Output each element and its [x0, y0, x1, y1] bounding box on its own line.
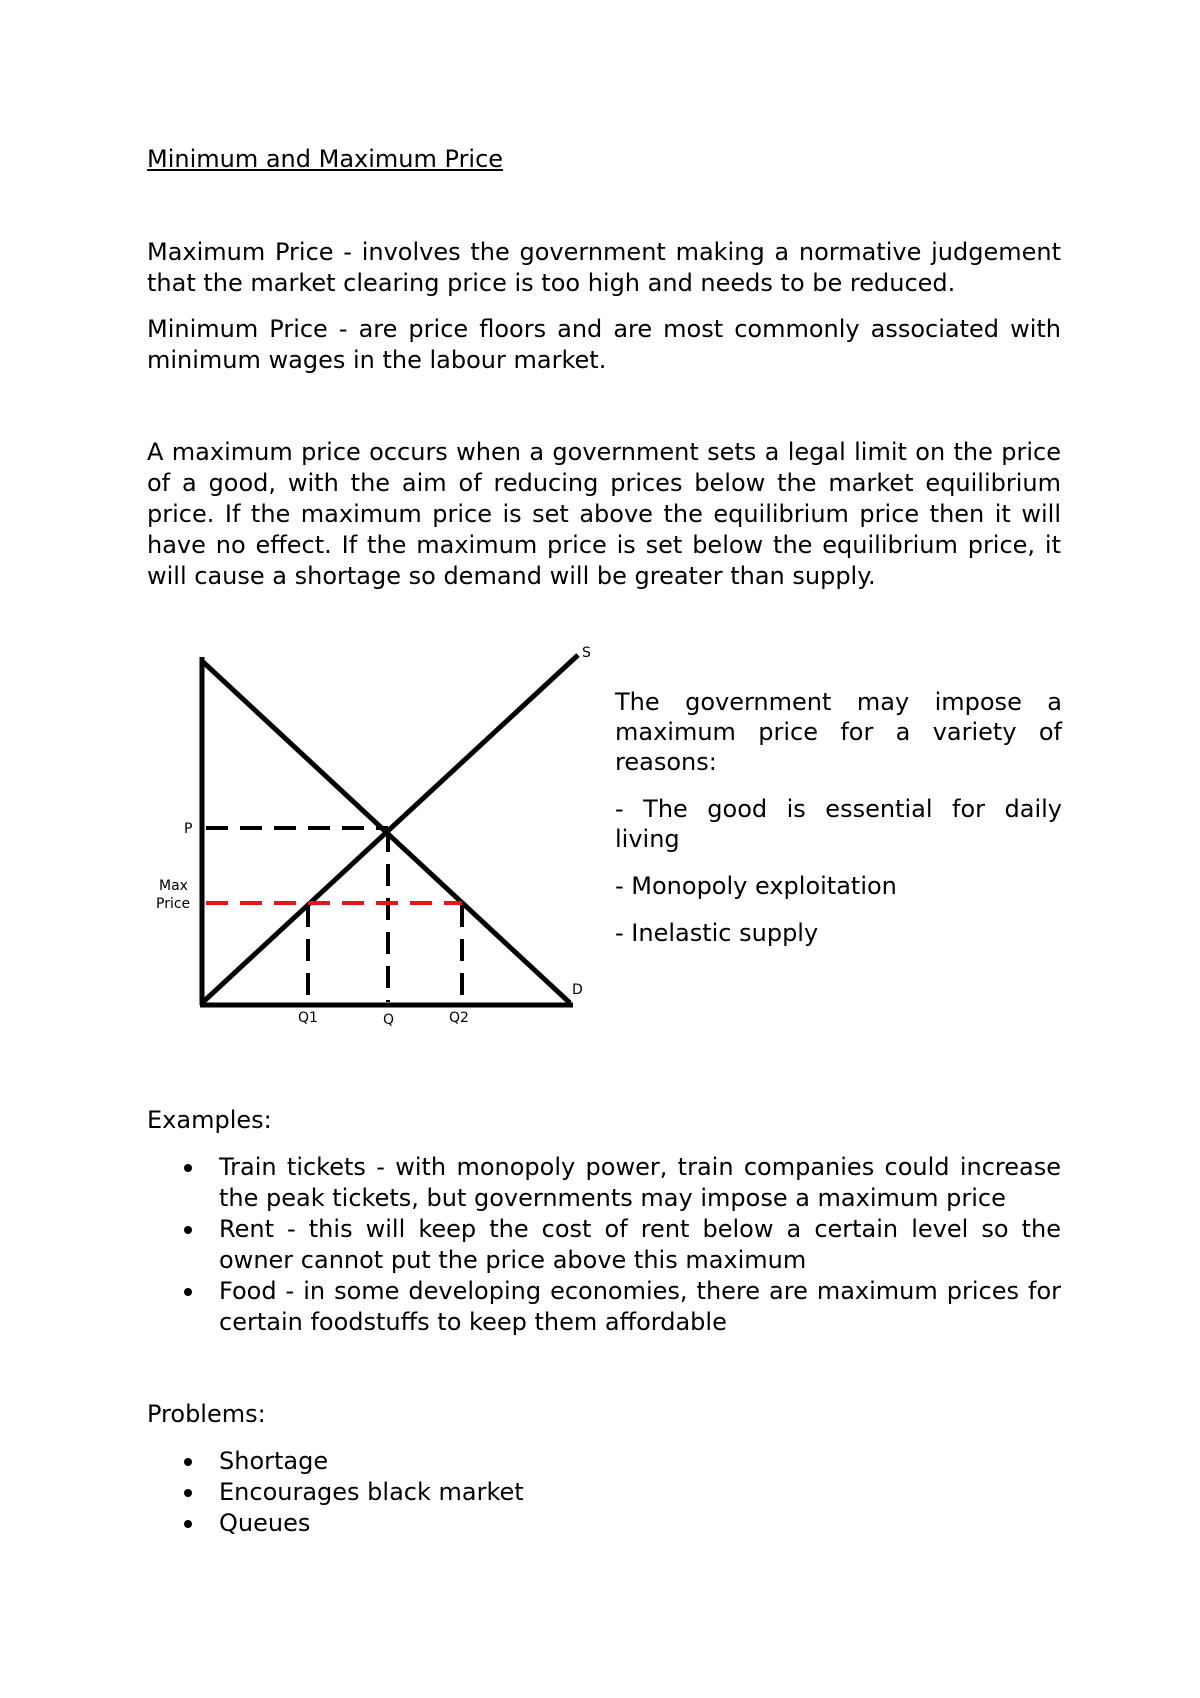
problems-heading: Problems:	[147, 1400, 266, 1428]
list-item-text: Encourages black market	[219, 1478, 524, 1506]
list-item	[147, 1276, 1061, 1338]
list-item	[147, 1214, 1061, 1276]
reasons-panel	[615, 687, 1062, 965]
examples-heading: Examples:	[147, 1106, 272, 1134]
reason-item: - The good is essential for daily living	[615, 795, 1062, 853]
list-item-text: Shortage	[219, 1447, 329, 1475]
paragraph-minimum-price: Minimum Price - are price floors and are most commonly associated with minimum wages in the labour market.	[147, 315, 1061, 374]
demand-label: D	[572, 982, 583, 998]
bullet-icon	[184, 1226, 192, 1234]
examples-list	[147, 1152, 1061, 1338]
q1-label: Q1	[298, 1010, 318, 1026]
max-price-label-line2: Price	[156, 896, 191, 912]
q-label: Q	[383, 1012, 395, 1028]
list-item	[147, 1446, 1061, 1477]
max-price-label-line1: Max	[159, 878, 188, 894]
document-title: Minimum and Maximum Price	[147, 145, 504, 173]
reason-item: - Monopoly exploitation	[615, 872, 897, 900]
diagram-canvas	[140, 630, 620, 1040]
reasons-list	[615, 794, 1062, 948]
bullet-icon	[184, 1164, 192, 1172]
bullet-icon	[184, 1489, 192, 1497]
list-item	[147, 1508, 1061, 1539]
list-item	[147, 1477, 1061, 1508]
list-item-text: Rent - this will keep the cost of rent below a certain level so the owner cannot put the price above this maximum	[219, 1215, 1061, 1274]
bullet-icon	[184, 1520, 192, 1528]
list-item-text: Food - in some developing economies, there are maximum prices for certain foodstuffs to keep them affordable	[219, 1277, 1061, 1336]
reason-item: - Inelastic supply	[615, 919, 819, 947]
problems-list	[147, 1446, 1061, 1539]
list-item	[147, 1152, 1061, 1214]
reasons-intro: The government may impose a maximum price for a variety of reasons:	[615, 688, 1062, 776]
list-item-text: Queues	[219, 1509, 311, 1537]
bullet-icon	[184, 1288, 192, 1296]
paragraph-explanation: A maximum price occurs when a government sets a legal limit on the price of a good, with the aim of reducing prices below the market equilibrium price. If the maximum price is set above the equilibrium price then it will have no effect. If the maximum price is set below the equilibrium price, it will cause a shortage so demand will be greater than supply.	[147, 438, 1061, 590]
supply-label: S	[582, 645, 591, 661]
supply-demand-diagram	[140, 630, 620, 1040]
list-item-text: Train tickets - with monopoly power, train companies could increase the peak tickets, but governments may impose a maximum price	[219, 1153, 1061, 1212]
bullet-icon	[184, 1458, 192, 1466]
price-label: P	[184, 821, 193, 837]
paragraph-maximum-price: Maximum Price - involves the government making a normative judgement that the market clearing price is too high and needs to be reduced.	[147, 238, 1061, 297]
q2-label: Q2	[449, 1010, 469, 1026]
